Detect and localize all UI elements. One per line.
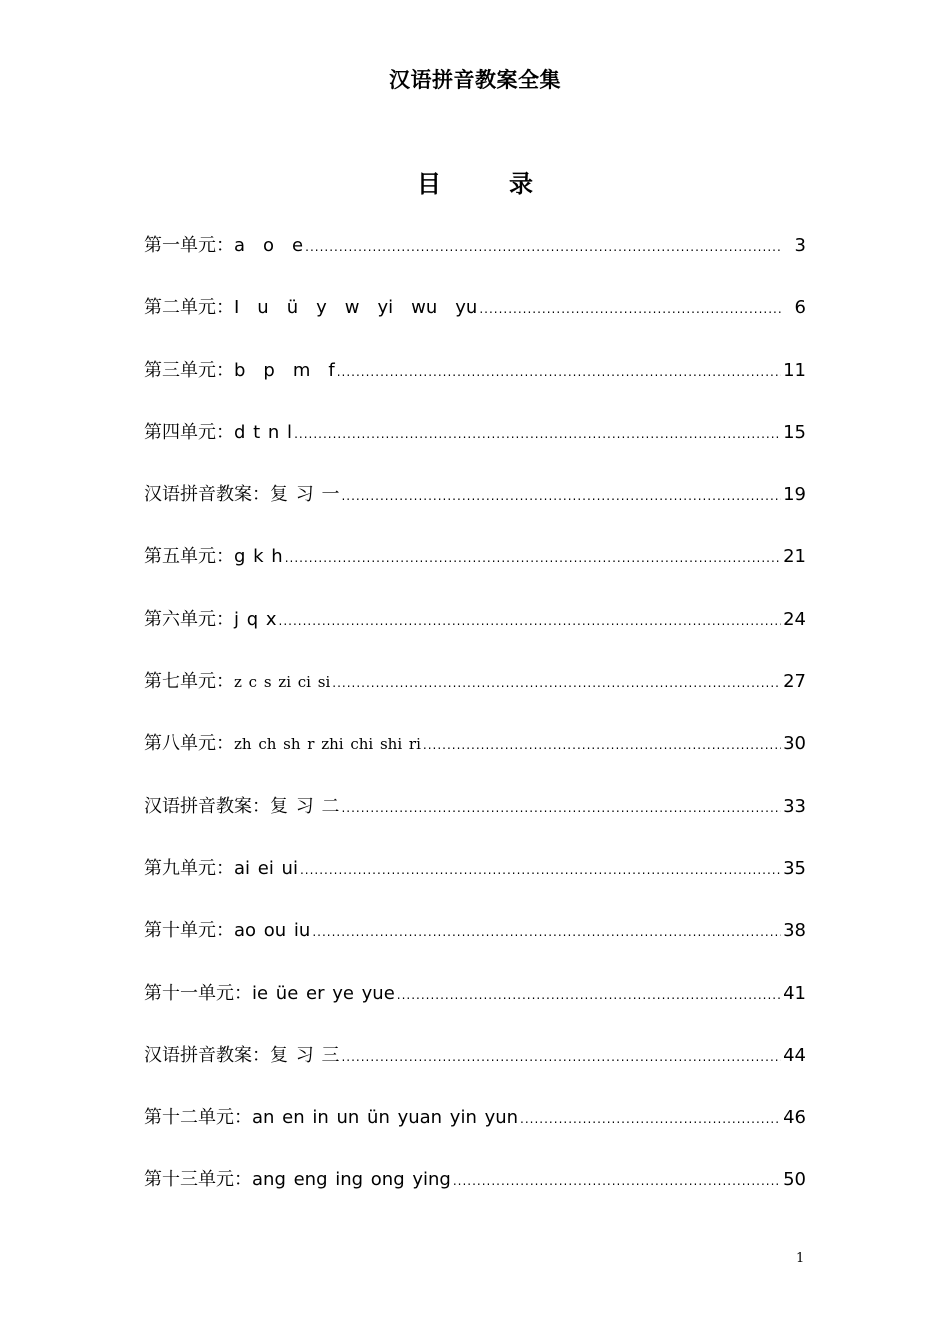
toc-entry-separator: ： xyxy=(234,1169,252,1191)
toc-leader-dots xyxy=(453,1167,781,1195)
toc-entry-unit: 第四单元 xyxy=(144,421,216,443)
toc-entry[interactable] xyxy=(144,294,806,356)
toc-leader-dots xyxy=(341,1043,781,1071)
toc-entry-content: 复 习 一 xyxy=(270,484,340,506)
toc-entry-content: d t n l xyxy=(234,421,293,443)
toc-entry-unit: 第十二单元 xyxy=(144,1107,234,1129)
toc-entry-page: 3 xyxy=(794,235,806,256)
toc-entry-unit: 第六单元 xyxy=(144,608,216,630)
toc-leader-dots xyxy=(332,669,781,697)
toc-leader-dots xyxy=(341,482,781,510)
page-number: 1 xyxy=(796,1251,805,1266)
toc-entry[interactable] xyxy=(144,668,806,730)
toc-entry-content: b p m f xyxy=(234,359,335,381)
toc-leader-dots xyxy=(300,856,781,884)
table-of-contents xyxy=(144,232,806,1229)
toc-entry[interactable] xyxy=(144,543,806,605)
toc-entry-separator: ： xyxy=(234,982,252,1004)
toc-entry-separator: ： xyxy=(216,733,234,755)
toc-entry-page: 50 xyxy=(783,1169,806,1191)
toc-entry-content: z c s zi ci si xyxy=(234,673,331,692)
toc-entry-page: 6 xyxy=(794,297,806,319)
toc-entry-content: g k h xyxy=(234,546,283,568)
toc-entry-separator: ： xyxy=(216,546,234,568)
toc-entry-unit: 第五单元 xyxy=(144,546,216,568)
document-title: 汉语拼音教案全集 xyxy=(389,68,561,92)
toc-entry[interactable] xyxy=(144,606,806,668)
toc-entry-unit: 第十三单元 xyxy=(144,1169,234,1191)
toc-entry-separator: ： xyxy=(216,857,234,879)
toc-leader-dots xyxy=(423,731,781,759)
toc-entry-content: an en in un ün yuan yin yun xyxy=(252,1107,519,1129)
toc-entry-page: 33 xyxy=(783,795,806,817)
toc-entry[interactable] xyxy=(144,855,806,917)
toc-entry-unit: 汉语拼音教案 xyxy=(144,795,252,817)
toc-entry-page: 15 xyxy=(783,421,806,443)
toc-entry[interactable] xyxy=(144,730,806,792)
toc-entry[interactable] xyxy=(144,1166,806,1228)
toc-entry-content: ai ei ui xyxy=(234,857,298,879)
toc-entry-separator: ： xyxy=(252,484,270,506)
toc-entry-page: 46 xyxy=(783,1107,806,1129)
toc-entry-unit: 汉语拼音教案 xyxy=(144,484,252,506)
toc-entry-content: I u ü y w yi wu yu xyxy=(234,297,478,319)
toc-leader-dots xyxy=(305,233,782,261)
toc-entry-content: zh ch sh r zhi chi shi ri xyxy=(234,735,421,754)
toc-leader-dots xyxy=(312,918,781,946)
toc-entry[interactable] xyxy=(144,481,806,543)
toc-entry-separator: ： xyxy=(216,297,234,319)
toc-entry[interactable] xyxy=(144,232,806,294)
toc-entry-unit: 第七单元 xyxy=(144,671,216,693)
toc-entry-unit: 第三单元 xyxy=(144,359,216,381)
toc-entry-unit: 第十单元 xyxy=(144,920,216,942)
toc-entry-page: 38 xyxy=(783,920,806,942)
toc-entry-unit: 汉语拼音教案 xyxy=(144,1044,252,1066)
toc-entry[interactable] xyxy=(144,357,806,419)
toc-entry-separator: ： xyxy=(252,795,270,817)
toc-entry-page: 11 xyxy=(783,359,806,381)
toc-entry-page: 35 xyxy=(783,857,806,879)
toc-entry-content: 复 习 三 xyxy=(270,1044,340,1066)
toc-entry-unit: 第二单元 xyxy=(144,297,216,319)
toc-leader-dots xyxy=(337,358,781,386)
toc-entry-page: 41 xyxy=(783,982,806,1004)
toc-entry-content: ie üe er ye yue xyxy=(252,982,395,1004)
toc-entry-content: a o e xyxy=(234,235,304,256)
toc-leader-dots xyxy=(279,607,782,635)
toc-leader-dots xyxy=(285,544,781,572)
toc-entry[interactable] xyxy=(144,917,806,979)
toc-leader-dots xyxy=(341,794,781,822)
toc-entry-unit: 第一单元 xyxy=(144,235,216,256)
toc-entry[interactable] xyxy=(144,1104,806,1166)
toc-entry-page: 19 xyxy=(783,484,806,506)
toc-entry-separator: ： xyxy=(216,235,234,256)
toc-entry-separator: ： xyxy=(216,671,234,693)
toc-entry-separator: ： xyxy=(234,1107,252,1129)
toc-entry[interactable] xyxy=(144,419,806,481)
toc-entry[interactable] xyxy=(144,793,806,855)
toc-entry-content: ao ou iu xyxy=(234,920,311,942)
toc-entry-page: 30 xyxy=(783,733,806,755)
toc-heading xyxy=(0,164,950,199)
toc-entry-unit: 第九单元 xyxy=(144,857,216,879)
toc-leader-dots xyxy=(397,981,781,1009)
toc-entry-unit: 第十一单元 xyxy=(144,982,234,1004)
toc-entry-content: ang eng ing ong ying xyxy=(252,1169,451,1191)
toc-leader-dots xyxy=(294,420,781,448)
toc-entry-page: 21 xyxy=(783,546,806,568)
toc-entry-content: 复 习 二 xyxy=(270,795,340,817)
toc-heading-char-2: 录 xyxy=(509,170,533,198)
toc-leader-dots xyxy=(479,295,782,323)
toc-leader-dots xyxy=(520,1105,781,1133)
toc-entry-separator: ： xyxy=(216,359,234,381)
toc-entry-separator: ： xyxy=(216,920,234,942)
toc-entry-unit: 第八单元 xyxy=(144,733,216,755)
toc-entry-page: 27 xyxy=(783,671,806,693)
toc-entry-separator: ： xyxy=(252,1044,270,1066)
toc-entry-page: 44 xyxy=(783,1044,806,1066)
toc-entry-separator: ： xyxy=(216,421,234,443)
toc-entry-content: j q x xyxy=(234,608,277,630)
toc-entry-page: 24 xyxy=(783,608,806,630)
toc-entry[interactable] xyxy=(144,1042,806,1104)
toc-entry[interactable] xyxy=(144,980,806,1042)
toc-heading-char-1: 目 xyxy=(417,170,441,198)
toc-entry-separator: ： xyxy=(216,608,234,630)
